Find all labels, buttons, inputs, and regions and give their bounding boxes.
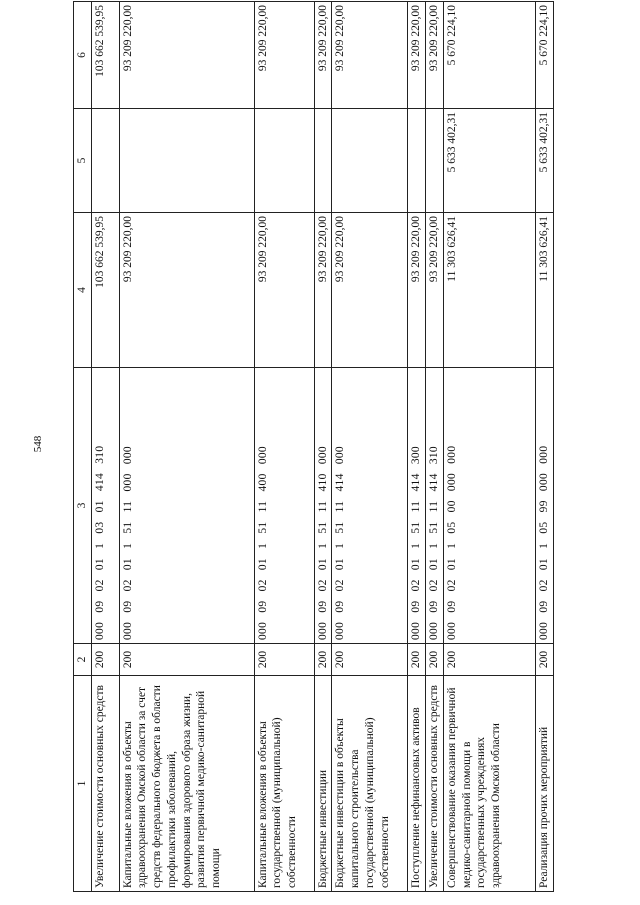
row-code: 200: [443, 644, 535, 676]
row-value-5: 5 633 402,31: [443, 109, 535, 213]
table-row: [535, 2, 553, 892]
row-name: Бюджетные инвестиции: [314, 676, 332, 892]
row-value-6: 5 670 224,10: [535, 2, 553, 109]
row-value-4: 11 303 626,41: [443, 213, 535, 368]
row-value-6: 5 670 224,10: [443, 2, 535, 109]
row-kbk: 000 09 02 01 1 03 01 414 310: [91, 368, 119, 644]
column-header: 2: [74, 644, 92, 676]
row-value-4: 11 303 626,41: [535, 213, 553, 368]
row-value-4: 93 209 220,00: [119, 213, 254, 368]
row-name: Совершенствование оказания первичной медико-санитарной помощи в государственных учреждениях здравоохранения Омской области: [443, 676, 535, 892]
row-code: 200: [535, 644, 553, 676]
row-kbk: 000 09 02 01 1 51 11 400 000: [254, 368, 314, 644]
row-name: Бюджетные инвестиции в объекты капитального строительства государственной (муниципальной) собственности: [332, 676, 408, 892]
row-value-6: 93 209 220,00: [119, 2, 254, 109]
row-kbk: 000 09 02 01 1 05 00 000 000: [443, 368, 535, 644]
row-value-4: 93 209 220,00: [332, 213, 408, 368]
table-body: [91, 2, 553, 892]
column-header: 3: [74, 368, 92, 644]
row-value-6: 93 209 220,00: [314, 2, 332, 109]
page-number: 548: [32, 435, 44, 453]
row-value-5: [91, 109, 119, 213]
row-value-4: 93 209 220,00: [314, 213, 332, 368]
row-value-6: 103 662 539,95: [91, 2, 119, 109]
row-name: Реализация прочих мероприятий: [535, 676, 553, 892]
column-header: 4: [74, 213, 92, 368]
row-value-6: 93 209 220,00: [408, 2, 426, 109]
row-kbk: 000 09 02 01 1 51 11 414 300: [408, 368, 426, 644]
row-value-5: [332, 109, 408, 213]
row-name: Капитальные вложения в объекты государственной (муниципальной) собственности: [254, 676, 314, 892]
row-kbk: 000 09 02 01 1 51 11 000 000: [119, 368, 254, 644]
table-row: [408, 2, 426, 892]
row-value-5: [254, 109, 314, 213]
row-code: 200: [119, 644, 254, 676]
rotated-page: [73, 2, 563, 892]
table-row: [332, 2, 408, 892]
row-value-4: 93 209 220,00: [408, 213, 426, 368]
row-kbk: 000 09 02 01 1 51 11 414 310: [426, 368, 444, 644]
table-row: [426, 2, 444, 892]
column-header: 1: [74, 676, 92, 892]
row-kbk: 000 09 02 01 1 51 11 414 000: [332, 368, 408, 644]
row-value-6: 93 209 220,00: [254, 2, 314, 109]
table-row: [91, 2, 119, 892]
row-code: 200: [332, 644, 408, 676]
row-value-4: 93 209 220,00: [426, 213, 444, 368]
column-header: 5: [74, 109, 92, 213]
row-code: 200: [91, 644, 119, 676]
row-value-5: [119, 109, 254, 213]
row-name: Капитальные вложения в объекты здравоохранения Омской области за счет средств федерального бюджета в области профилактики заболеваний, формирования здорового образа жизни, развития первичной медико-санитарной помощи: [119, 676, 254, 892]
row-name: Увеличение стоимости основных средств: [91, 676, 119, 892]
row-code: 200: [426, 644, 444, 676]
row-value-4: 93 209 220,00: [254, 213, 314, 368]
row-name: Поступление нефинансовых активов: [408, 676, 426, 892]
row-code: 200: [314, 644, 332, 676]
header-row: [74, 2, 92, 892]
row-value-5: 5 633 402,31: [535, 109, 553, 213]
budget-table: [73, 1, 554, 892]
table-row: [254, 2, 314, 892]
row-value-5: [408, 109, 426, 213]
row-value-5: [314, 109, 332, 213]
table-row: [314, 2, 332, 892]
row-kbk: 000 09 02 01 1 05 99 000 000: [535, 368, 553, 644]
row-code: 200: [254, 644, 314, 676]
column-header: 6: [74, 2, 92, 109]
row-value-5: [426, 109, 444, 213]
row-value-6: 93 209 220,00: [426, 2, 444, 109]
row-code: 200: [408, 644, 426, 676]
row-name: Увеличение стоимости основных средств: [426, 676, 444, 892]
table-row: [443, 2, 535, 892]
row-kbk: 000 09 02 01 1 51 11 410 000: [314, 368, 332, 644]
row-value-6: 93 209 220,00: [332, 2, 408, 109]
table-row: [119, 2, 254, 892]
row-value-4: 103 662 539,95: [91, 213, 119, 368]
